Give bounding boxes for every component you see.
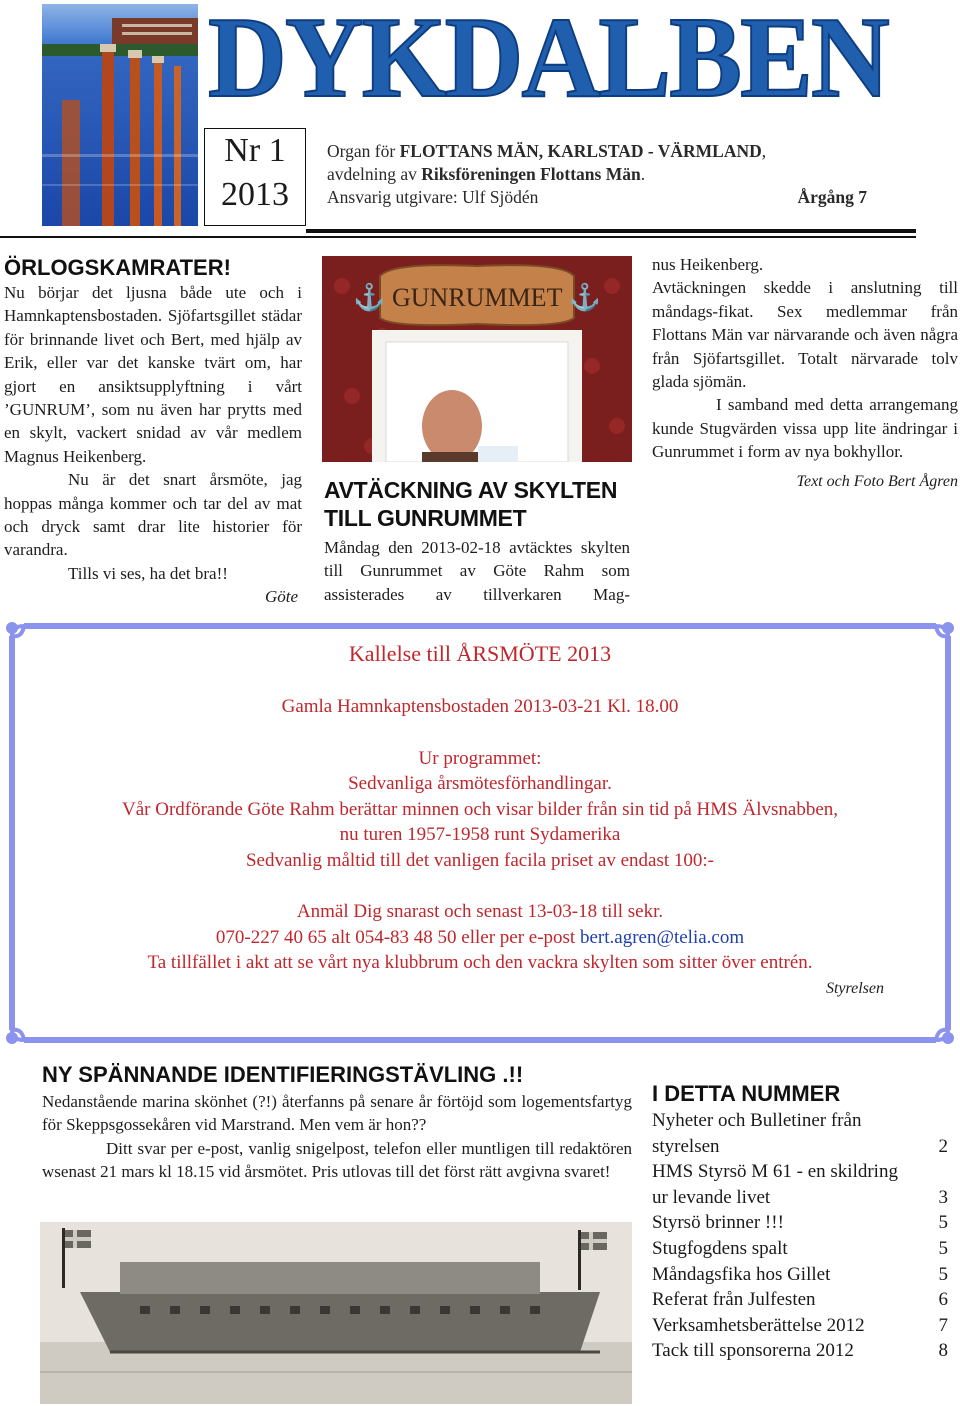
issue-box bbox=[204, 128, 306, 226]
photo-sign-unveiling bbox=[322, 256, 632, 462]
toc-item[interactable] bbox=[652, 1287, 948, 1313]
toc-item-title: Tack till sponsorerna 2012 bbox=[652, 1340, 854, 1362]
notice-signup: Anmäl Dig snarast och senast 13-03-18 till sekr. bbox=[296, 901, 664, 922]
notice-title: Kallelse till ÅRSMÖTE 2013 bbox=[348, 641, 612, 666]
editorial-signature: Göte bbox=[264, 587, 298, 607]
toc-item[interactable] bbox=[652, 1108, 948, 1159]
header-rule bbox=[306, 229, 916, 233]
notice-closing: Ta tillfället i akt att se vårt nya klubbrum och den vackra skylten som sitter över entrén. bbox=[147, 952, 813, 973]
toc-item-page: 5 bbox=[938, 1237, 948, 1259]
notice-program-item: Vår Ordförande Göte Rahm berättar minnen och visar bilder från sin tid på HMS Älvsnabben, bbox=[122, 798, 838, 820]
newsletter-title: DYKDALBEN bbox=[208, 0, 888, 122]
org-prefix: Organ för bbox=[327, 141, 400, 161]
unveiling-paragraph: Avtäckningen skedde i anslutning till måndags-fikat. Sex medlemmar från Flottans Män var närvarande och även några från Sjöfartsgillet. Totalt närvarade tolv glada sjömän. bbox=[652, 278, 958, 392]
contest-heading: NY SPÄNNANDE IDENTIFIERINGSTÄVLING .!! bbox=[42, 1062, 524, 1087]
notice-program-label: Ur programmet: bbox=[418, 747, 542, 769]
toc-item[interactable] bbox=[652, 1313, 948, 1339]
toc-item[interactable] bbox=[652, 1262, 948, 1288]
sign-text: ⚓ GUNRUMMET ⚓ bbox=[353, 283, 601, 312]
contest-paragraph: Nedanstående marina skönhet (?!) återfanns på senare år förtöjd som logementsfartyg för Skeppsgossekåren vid Marstrand. Men vem är hon?? bbox=[42, 1092, 632, 1135]
publisher: Ansvarig utgivare: Ulf Sjödén bbox=[327, 187, 539, 207]
toc-item-page: 5 bbox=[938, 1212, 948, 1234]
notice-place: Gamla Hamnkaptensbostaden 2013-03-21 Kl. 18.00 bbox=[281, 696, 679, 717]
toc-item-title: Stugfogdens spalt bbox=[652, 1237, 788, 1259]
volume: Årgång 7 bbox=[797, 187, 867, 207]
editorial-paragraph: Nu är det snart årsmöte, jag hoppas många kommer och tar del av mat och dryck samt drar lite historier för varandra. bbox=[4, 470, 302, 560]
toc-item-page: 6 bbox=[938, 1289, 948, 1311]
notice-program-item: nu turen 1957-1958 runt Sydamerika bbox=[339, 824, 621, 845]
photo-mystery-ship bbox=[40, 1222, 632, 1404]
email-link[interactable]: bert.agren@telia.com bbox=[579, 926, 745, 948]
toc-item-title: Nyheter och Bulletiner från styrelsen bbox=[652, 1110, 862, 1157]
branch-line bbox=[327, 163, 887, 186]
unveiling-paragraph: Måndag den 2013-02-18 avtäcktes skylten till Gunrummet av Göte Rahm som assisterades av tillverkaren Mag- bbox=[324, 538, 630, 604]
toc-item[interactable] bbox=[652, 1159, 948, 1210]
contest-paragraph: Ditt svar per e-post, vanlig snigelpost, telefon eller muntligen till redaktören wsenast 21 mars kl 18.15 vid årsmötet. Pris utlovas till det först rätt avgivna svaret! bbox=[42, 1138, 632, 1182]
publisher-line bbox=[327, 186, 887, 209]
toc-item[interactable] bbox=[652, 1236, 948, 1262]
org-name: FLOTTANS MÄN, KARLSTAD - VÄRMLAND bbox=[399, 141, 762, 161]
editorial-paragraph: Nu börjar det ljusna både ute och i Hamnkaptensbostaden. Sjöfartsgillet städar för brinnande livet och Bert, med hjälp av Erik, eller var det kanske tvärt om, har gjort en ansiktsupplyftning i vårt ’GUNRUM’, som nu även har prytts med en skylt, vackert snidad av vår medlem Magnus Heikenberg. bbox=[4, 283, 302, 466]
branch-suffix: . bbox=[640, 164, 646, 184]
toc-heading: I DETTA NUMMER bbox=[652, 1081, 841, 1106]
editorial-heading: ÖRLOGSKAMRATER! bbox=[4, 255, 231, 280]
contest-article bbox=[42, 1062, 632, 1184]
masthead-photo-harbor-posts bbox=[42, 4, 198, 226]
toc-item-title: Referat från Julfesten bbox=[652, 1289, 816, 1311]
toc-item-title: Styrsö brinner !!! bbox=[652, 1212, 784, 1234]
toc-item-page: 2 bbox=[938, 1135, 948, 1157]
annual-meeting-notice bbox=[20, 640, 940, 1001]
toc-item-page: 7 bbox=[938, 1314, 948, 1336]
toc-item[interactable] bbox=[652, 1210, 948, 1236]
issue-year: 2013 bbox=[221, 176, 289, 213]
unveiling-paragraph: nus Heikenberg. bbox=[652, 255, 764, 274]
publisher-info bbox=[327, 140, 887, 209]
notice-program-item: Sedvanliga årsmötesförhandlingar. bbox=[348, 773, 612, 794]
editorial-paragraph: Tills vi ses, ha det bra!! bbox=[68, 563, 228, 583]
unveiling-heading: AVTÄCKNING AV SKYLTEN TILL GUNRUMMET bbox=[324, 477, 618, 531]
toc-item-page: 5 bbox=[938, 1263, 948, 1285]
branch-prefix: avdelning av bbox=[327, 164, 422, 184]
issue-number: Nr 1 bbox=[224, 132, 286, 169]
toc-item-title: HMS Styrsö M 61 - en skildring ur levande livet bbox=[652, 1161, 898, 1208]
editorial-article bbox=[4, 255, 302, 609]
unveiling-paragraph: I samband med detta arrangemang kunde Stugvärden vissa upp lite ändringar i Gunrummet i form av nya bokhyllor. bbox=[652, 395, 958, 462]
toc-item-title: Verksamhetsberättelse 2012 bbox=[652, 1314, 865, 1336]
notice-signature: Styrelsen bbox=[825, 979, 884, 997]
toc-item-title: Måndagsfika hos Gillet bbox=[652, 1263, 831, 1285]
branch-name: Riksföreningen Flottans Män bbox=[421, 164, 641, 184]
notice-contact-phone: 070-227 40 65 alt 054-83 48 50 eller per e-post bbox=[215, 926, 580, 948]
toc-item[interactable] bbox=[652, 1338, 948, 1364]
notice-contact bbox=[20, 925, 940, 951]
photo-credit: Text och Foto Bert Ågren bbox=[796, 472, 958, 490]
unveiling-article-continued bbox=[652, 253, 958, 493]
unveiling-article bbox=[324, 476, 630, 606]
toc-item-page: 3 bbox=[938, 1186, 948, 1208]
notice-program-item: Sedvanlig måltid till det vanligen facila priset av endast 100:- bbox=[245, 849, 714, 871]
org-line bbox=[327, 140, 887, 163]
toc-item-page: 8 bbox=[938, 1340, 948, 1362]
table-of-contents bbox=[652, 1080, 948, 1364]
org-suffix: , bbox=[761, 141, 767, 161]
header-rule-thin bbox=[0, 236, 916, 238]
